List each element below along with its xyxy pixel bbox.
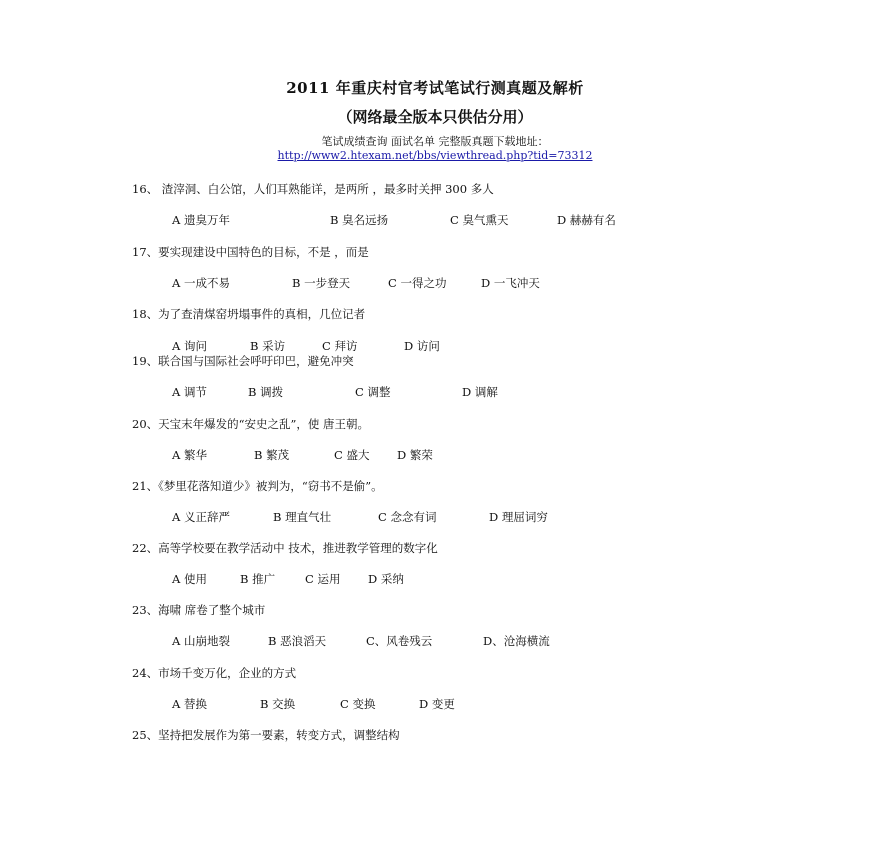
option-d[interactable]: D 繁荣 [397, 448, 433, 462]
option-c[interactable]: C 变换 [340, 697, 376, 711]
option-d[interactable]: D 一飞冲天 [481, 276, 540, 290]
question-19-stem: 19、联合国与国际社会呼吁印巴，避免冲突 [132, 354, 354, 368]
question-25-stem: 25、坚持把发展作为第一要素，转变方式，调整结构 [132, 728, 400, 742]
question-19-options [172, 384, 498, 400]
option-a[interactable]: A 义正辞严 [172, 510, 230, 524]
option-a[interactable]: A 使用 [172, 572, 207, 586]
question-17-options [172, 275, 540, 291]
option-b[interactable]: B 臭名远扬 [330, 213, 389, 227]
question-16-stem: 16、 渣滓洞、白公馆，人们耳熟能详，是两所 ，最多时关押 300 多人 [132, 182, 494, 196]
option-b[interactable]: B 繁茂 [254, 448, 290, 462]
question-17-stem: 17、要实现建设中国特色的目标，不是 ，而是 [132, 245, 369, 259]
option-c[interactable]: C 盛大 [334, 448, 370, 462]
option-c[interactable]: C 一得之功 [388, 276, 447, 290]
option-b[interactable]: B 采访 [250, 339, 286, 353]
question-20-stem: 20、天宝末年爆发的“安史之乱”，使 唐王朝。 [132, 417, 370, 431]
option-d[interactable]: D 访问 [404, 339, 440, 353]
option-b[interactable]: B 理直气壮 [273, 510, 332, 524]
option-b[interactable]: B 调拨 [248, 385, 284, 399]
question-22-stem: 22、高等学校要在教学活动中 技术，推进教学管理的数字化 [132, 541, 438, 555]
question-21-options [172, 509, 548, 525]
question-23-options [172, 633, 550, 649]
option-a[interactable]: A 繁华 [172, 448, 207, 462]
option-d[interactable]: D 赫赫有名 [557, 213, 616, 227]
page-subtitle: （网络最全版本只供估分用） [337, 108, 533, 126]
option-a[interactable]: A 山崩地裂 [172, 634, 230, 648]
question-24-options [172, 696, 455, 712]
option-c[interactable]: C、风卷残云 [366, 634, 433, 648]
option-d[interactable]: D 调解 [462, 385, 498, 399]
question-21-stem: 21、《梦里花落知道少》被判为，“窃书不是偷”。 [132, 479, 383, 493]
option-b[interactable]: B 交换 [260, 697, 296, 711]
option-b[interactable]: B 一步登天 [292, 276, 351, 290]
question-18-options [172, 338, 440, 354]
option-b[interactable]: B 推广 [240, 572, 276, 586]
option-a[interactable]: A 遗臭万年 [172, 213, 230, 227]
option-b[interactable]: B 恶浪滔天 [268, 634, 327, 648]
option-d[interactable]: D、沧海横流 [483, 634, 550, 648]
option-a[interactable]: A 一成不易 [172, 276, 230, 290]
download-link[interactable]: http://www2.htexam.net/bbs/viewthread.php?tid=73312 [277, 149, 593, 162]
option-c[interactable]: C 臭气熏天 [450, 213, 509, 227]
question-16-options [172, 212, 616, 228]
question-18-stem: 18、为了查清煤窑坍塌事件的真相，几位记者 [132, 307, 366, 321]
option-a[interactable]: A 替换 [172, 697, 207, 711]
question-20-options [172, 447, 433, 463]
question-22-options [172, 571, 404, 587]
download-note: 笔试成绩查询 面试名单 完整版真题下载地址： [321, 135, 549, 148]
option-c[interactable]: C 拜访 [322, 339, 358, 353]
option-c[interactable]: C 运用 [305, 572, 341, 586]
question-23-stem: 23、海啸 席卷了整个城市 [132, 603, 266, 617]
question-24-stem: 24、市场千变万化，企业的方式 [132, 666, 297, 680]
option-a[interactable]: A 调节 [172, 385, 207, 399]
option-d[interactable]: D 采纳 [368, 572, 404, 586]
page-title: 2011 年重庆村官考试笔试行测真题及解析 [286, 79, 584, 97]
option-d[interactable]: D 理屈词穷 [489, 510, 548, 524]
option-d[interactable]: D 变更 [419, 697, 455, 711]
option-a[interactable]: A 询问 [172, 339, 207, 353]
option-c[interactable]: C 念念有词 [378, 510, 437, 524]
option-c[interactable]: C 调整 [355, 385, 391, 399]
